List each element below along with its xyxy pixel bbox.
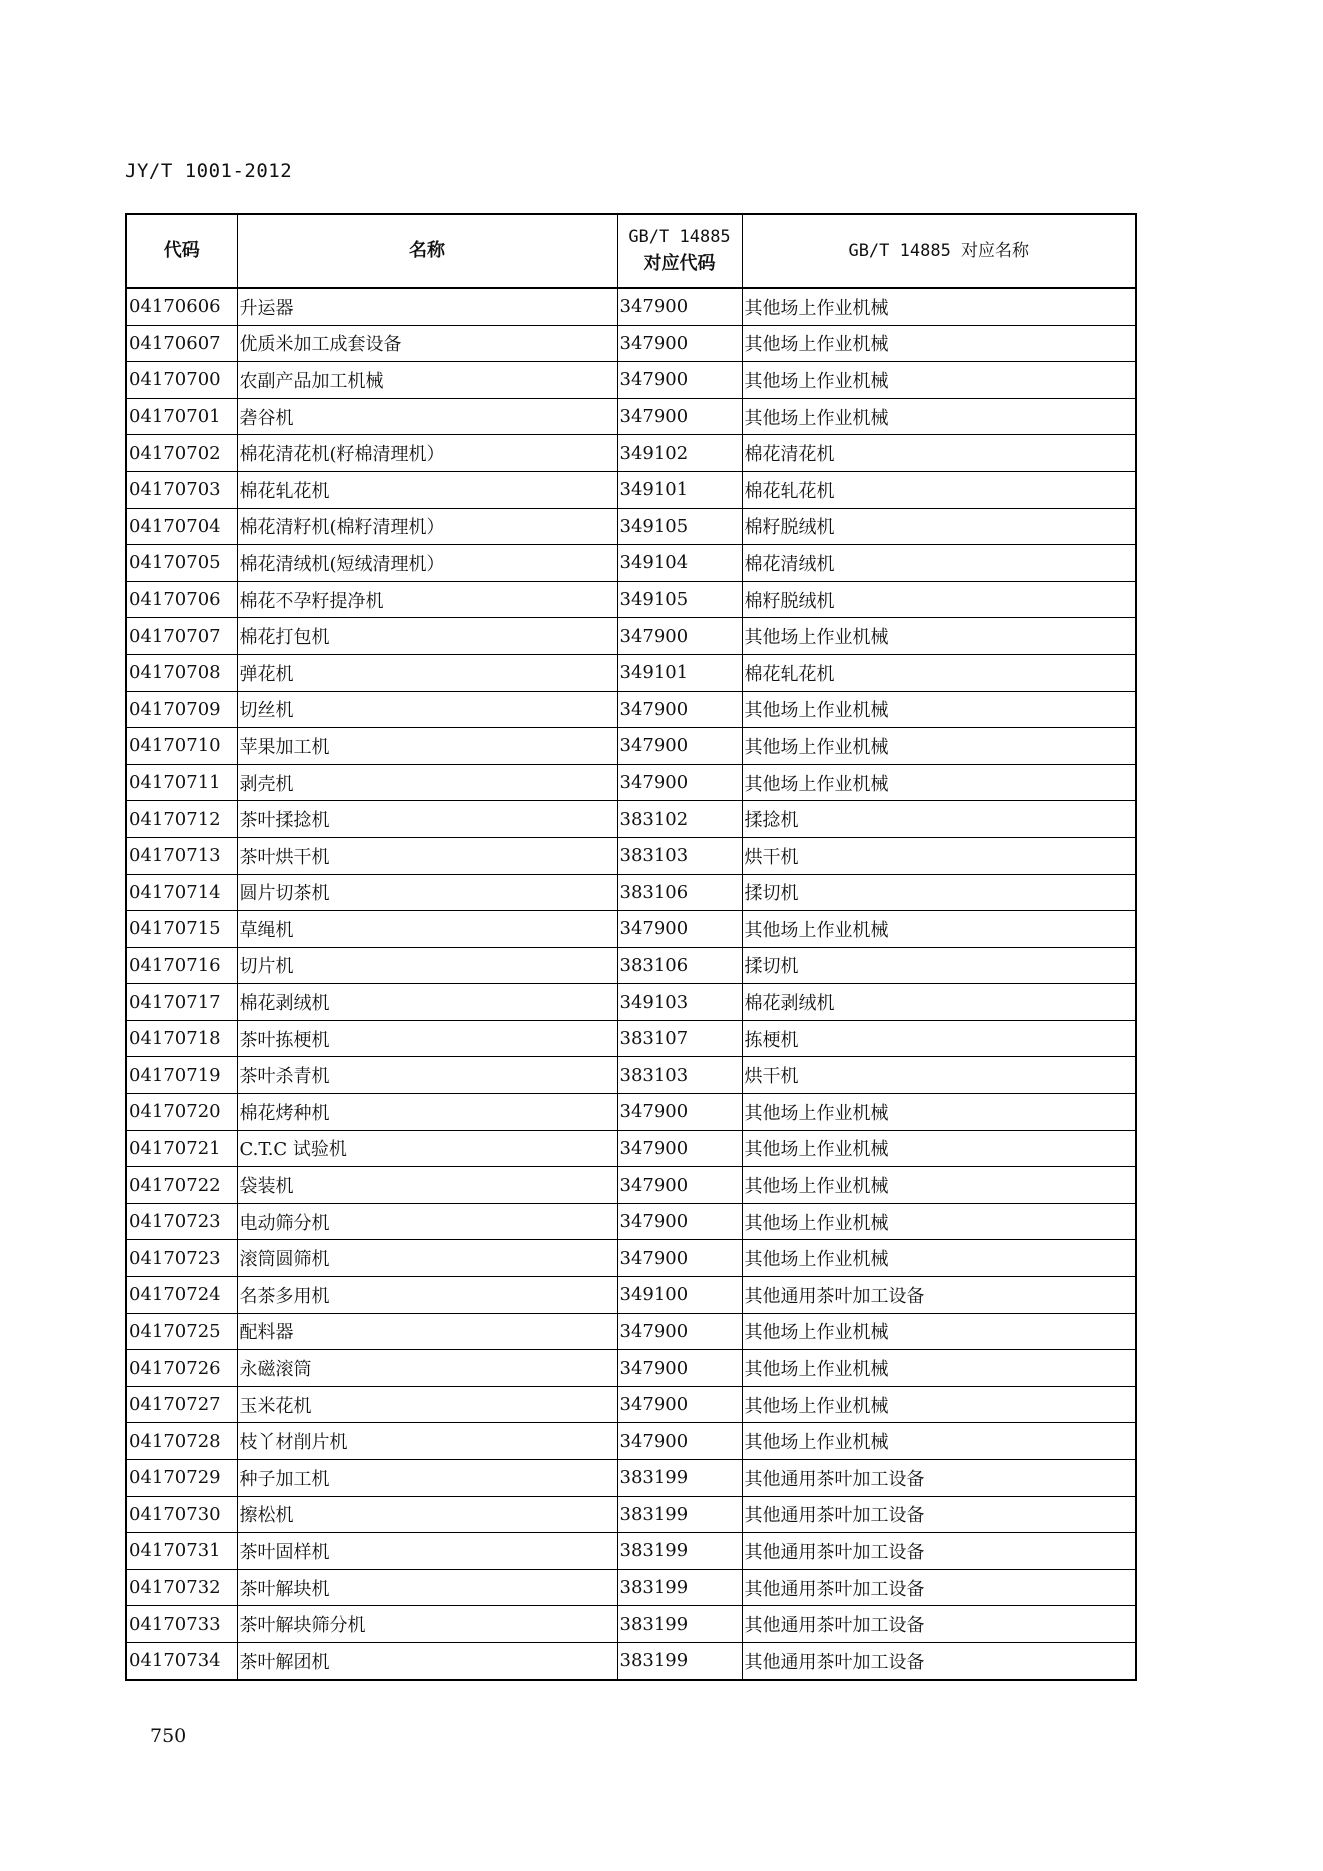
cell-name: 棉花烤种机 <box>237 1094 617 1131</box>
cell-gb-name: 其他场上作业机械 <box>742 362 1136 399</box>
cell-code: 04170721 <box>126 1130 237 1167</box>
cell-name: 茶叶解块筛分机 <box>237 1606 617 1643</box>
cell-code: 04170718 <box>126 1020 237 1057</box>
cell-name: 棉花打包机 <box>237 618 617 655</box>
cell-code: 04170713 <box>126 837 237 874</box>
cell-name: 棉花清籽机(棉籽清理机） <box>237 508 617 545</box>
cell-name: 茶叶解块机 <box>237 1569 617 1606</box>
cell-gb-code: 383103 <box>617 1057 742 1094</box>
cell-gb-name: 其他通用茶叶加工设备 <box>742 1277 1136 1314</box>
cell-gb-code: 347900 <box>617 325 742 362</box>
cell-gb-code: 349104 <box>617 545 742 582</box>
table-row <box>126 1606 1136 1643</box>
column-header-code: 代码 <box>126 214 237 288</box>
cell-gb-code: 349102 <box>617 435 742 472</box>
table-row <box>126 1130 1136 1167</box>
column-header-gb-code-line2: 对应代码 <box>643 253 716 275</box>
cell-gb-name: 其他场上作业机械 <box>742 728 1136 765</box>
cell-gb-name: 其他通用茶叶加工设备 <box>742 1460 1136 1497</box>
cell-gb-code: 383107 <box>617 1020 742 1057</box>
cell-code: 04170729 <box>126 1460 237 1497</box>
cell-code: 04170708 <box>126 654 237 691</box>
table-row <box>126 1020 1136 1057</box>
cell-gb-code: 347900 <box>617 618 742 655</box>
table-row <box>126 1094 1136 1131</box>
cell-gb-code: 347900 <box>617 764 742 801</box>
cell-gb-name: 其他场上作业机械 <box>742 1240 1136 1277</box>
cell-name: 棉花轧花机 <box>237 471 617 508</box>
page-number: 750 <box>150 1725 187 1747</box>
cell-name: C.T.C 试验机 <box>237 1130 617 1167</box>
cell-gb-code: 347900 <box>617 1094 742 1131</box>
cell-gb-name: 烘干机 <box>742 1057 1136 1094</box>
cell-code: 04170706 <box>126 581 237 618</box>
cell-gb-name: 其他通用茶叶加工设备 <box>742 1606 1136 1643</box>
cell-name: 滚筒圆筛机 <box>237 1240 617 1277</box>
cell-name: 苹果加工机 <box>237 728 617 765</box>
cell-gb-code: 347900 <box>617 398 742 435</box>
cell-gb-code: 347900 <box>617 288 742 325</box>
equipment-code-table <box>125 213 1137 1681</box>
cell-gb-name: 棉花剥绒机 <box>742 984 1136 1021</box>
cell-gb-code: 347900 <box>617 911 742 948</box>
cell-gb-name: 其他场上作业机械 <box>742 1386 1136 1423</box>
table-row <box>126 288 1136 325</box>
cell-code: 04170703 <box>126 471 237 508</box>
cell-gb-code: 347900 <box>617 1423 742 1460</box>
cell-gb-name: 其他场上作业机械 <box>742 1167 1136 1204</box>
table-row <box>126 984 1136 1021</box>
table-row <box>126 545 1136 582</box>
cell-code: 04170719 <box>126 1057 237 1094</box>
cell-code: 04170709 <box>126 691 237 728</box>
cell-name: 切片机 <box>237 947 617 984</box>
cell-name: 名茶多用机 <box>237 1277 617 1314</box>
cell-code: 04170607 <box>126 325 237 362</box>
cell-gb-code: 347900 <box>617 1350 742 1387</box>
cell-name: 圆片切茶机 <box>237 874 617 911</box>
cell-code: 04170734 <box>126 1642 237 1679</box>
cell-code: 04170705 <box>126 545 237 582</box>
cell-gb-code: 347900 <box>617 728 742 765</box>
cell-gb-name: 棉花清绒机 <box>742 545 1136 582</box>
table-row <box>126 801 1136 838</box>
cell-gb-name: 其他场上作业机械 <box>742 1094 1136 1131</box>
table-row <box>126 1569 1136 1606</box>
cell-gb-code: 349105 <box>617 508 742 545</box>
table-row <box>126 1240 1136 1277</box>
cell-code: 04170725 <box>126 1313 237 1350</box>
cell-code: 04170606 <box>126 288 237 325</box>
cell-gb-code: 347900 <box>617 1386 742 1423</box>
cell-gb-code: 383106 <box>617 874 742 911</box>
table-header-row <box>126 214 1136 288</box>
table-row <box>126 471 1136 508</box>
table-row <box>126 1203 1136 1240</box>
cell-name: 电动筛分机 <box>237 1203 617 1240</box>
cell-gb-code: 383103 <box>617 837 742 874</box>
cell-name: 袋装机 <box>237 1167 617 1204</box>
cell-gb-code: 347900 <box>617 1240 742 1277</box>
cell-gb-code: 349101 <box>617 471 742 508</box>
cell-code: 04170710 <box>126 728 237 765</box>
cell-name: 切丝机 <box>237 691 617 728</box>
cell-gb-name: 其他通用茶叶加工设备 <box>742 1569 1136 1606</box>
cell-gb-code: 383199 <box>617 1642 742 1679</box>
cell-code: 04170724 <box>126 1277 237 1314</box>
cell-code: 04170711 <box>126 764 237 801</box>
table-row <box>126 1313 1136 1350</box>
cell-name: 永磁滚筒 <box>237 1350 617 1387</box>
cell-gb-name: 棉籽脱绒机 <box>742 581 1136 618</box>
cell-name: 棉花不孕籽提净机 <box>237 581 617 618</box>
cell-name: 茶叶烘干机 <box>237 837 617 874</box>
table-row <box>126 398 1136 435</box>
cell-gb-name: 其他场上作业机械 <box>742 764 1136 801</box>
table-row <box>126 1350 1136 1387</box>
table-row <box>126 1642 1136 1679</box>
cell-code: 04170712 <box>126 801 237 838</box>
cell-code: 04170717 <box>126 984 237 1021</box>
cell-gb-code: 383102 <box>617 801 742 838</box>
table-row <box>126 508 1136 545</box>
table-row <box>126 362 1136 399</box>
cell-gb-code: 347900 <box>617 691 742 728</box>
cell-gb-name: 其他场上作业机械 <box>742 911 1136 948</box>
cell-gb-name: 棉花轧花机 <box>742 654 1136 691</box>
table-row <box>126 764 1136 801</box>
table-row <box>126 581 1136 618</box>
cell-gb-name: 其他通用茶叶加工设备 <box>742 1533 1136 1570</box>
cell-gb-code: 383106 <box>617 947 742 984</box>
cell-gb-name: 其他场上作业机械 <box>742 288 1136 325</box>
cell-name: 擦松机 <box>237 1496 617 1533</box>
cell-gb-code: 349101 <box>617 654 742 691</box>
cell-gb-code: 347900 <box>617 1130 742 1167</box>
cell-name: 种子加工机 <box>237 1460 617 1497</box>
cell-name: 棉花剥绒机 <box>237 984 617 1021</box>
cell-gb-name: 揉捻机 <box>742 801 1136 838</box>
cell-gb-name: 其他场上作业机械 <box>742 691 1136 728</box>
cell-name: 农副产品加工机械 <box>237 362 617 399</box>
cell-gb-code: 383199 <box>617 1606 742 1643</box>
cell-gb-name: 其他场上作业机械 <box>742 1130 1136 1167</box>
table-row <box>126 1423 1136 1460</box>
cell-gb-name: 其他场上作业机械 <box>742 325 1136 362</box>
table-row <box>126 728 1136 765</box>
table-row <box>126 1496 1136 1533</box>
table-row <box>126 1533 1136 1570</box>
cell-gb-code: 347900 <box>617 1203 742 1240</box>
cell-code: 04170722 <box>126 1167 237 1204</box>
cell-gb-code: 383199 <box>617 1533 742 1570</box>
table-row <box>126 837 1136 874</box>
cell-code: 04170726 <box>126 1350 237 1387</box>
cell-gb-code: 349103 <box>617 984 742 1021</box>
table-row <box>126 654 1136 691</box>
cell-name: 枝丫材削片机 <box>237 1423 617 1460</box>
cell-code: 04170730 <box>126 1496 237 1533</box>
column-header-gb-code <box>617 214 742 288</box>
cell-gb-name: 棉籽脱绒机 <box>742 508 1136 545</box>
cell-gb-name: 棉花清花机 <box>742 435 1136 472</box>
table-row <box>126 947 1136 984</box>
cell-gb-name: 其他通用茶叶加工设备 <box>742 1642 1136 1679</box>
cell-code: 04170731 <box>126 1533 237 1570</box>
table-row <box>126 1057 1136 1094</box>
cell-name: 茶叶揉捻机 <box>237 801 617 838</box>
cell-code: 04170702 <box>126 435 237 472</box>
cell-gb-name: 拣梗机 <box>742 1020 1136 1057</box>
cell-name: 剥壳机 <box>237 764 617 801</box>
cell-name: 升运器 <box>237 288 617 325</box>
table-row <box>126 435 1136 472</box>
table-row <box>126 618 1136 655</box>
cell-name: 茶叶固样机 <box>237 1533 617 1570</box>
cell-gb-name: 其他场上作业机械 <box>742 618 1136 655</box>
cell-gb-name: 其他场上作业机械 <box>742 1350 1136 1387</box>
cell-name: 茶叶解团机 <box>237 1642 617 1679</box>
cell-gb-code: 347900 <box>617 1167 742 1204</box>
cell-code: 04170720 <box>126 1094 237 1131</box>
cell-name: 优质米加工成套设备 <box>237 325 617 362</box>
cell-code: 04170714 <box>126 874 237 911</box>
cell-name: 棉花清绒机(短绒清理机） <box>237 545 617 582</box>
cell-code: 04170700 <box>126 362 237 399</box>
cell-gb-code: 383199 <box>617 1569 742 1606</box>
cell-name: 配料器 <box>237 1313 617 1350</box>
cell-gb-code: 383199 <box>617 1460 742 1497</box>
cell-name: 玉米花机 <box>237 1386 617 1423</box>
equipment-code-table-container <box>125 213 1137 1681</box>
cell-gb-code: 349105 <box>617 581 742 618</box>
cell-code: 04170716 <box>126 947 237 984</box>
cell-gb-name: 揉切机 <box>742 874 1136 911</box>
cell-name: 茶叶拣梗机 <box>237 1020 617 1057</box>
cell-gb-name: 棉花轧花机 <box>742 471 1136 508</box>
cell-name: 砻谷机 <box>237 398 617 435</box>
cell-gb-name: 其他通用茶叶加工设备 <box>742 1496 1136 1533</box>
column-header-gb-code-line1: GB/T 14885 <box>628 226 731 247</box>
cell-code: 04170704 <box>126 508 237 545</box>
cell-name: 茶叶杀青机 <box>237 1057 617 1094</box>
cell-code: 04170723 <box>126 1240 237 1277</box>
table-row <box>126 1167 1136 1204</box>
cell-code: 04170707 <box>126 618 237 655</box>
cell-code: 04170723 <box>126 1203 237 1240</box>
table-row <box>126 911 1136 948</box>
column-header-gb-name-label: GB/T 14885 对应名称 <box>848 241 1030 262</box>
cell-gb-name: 其他场上作业机械 <box>742 1203 1136 1240</box>
cell-code: 04170701 <box>126 398 237 435</box>
cell-name: 棉花清花机(籽棉清理机） <box>237 435 617 472</box>
column-header-gb-name <box>742 214 1136 288</box>
cell-gb-code: 347900 <box>617 1313 742 1350</box>
cell-code: 04170715 <box>126 911 237 948</box>
table-row <box>126 1460 1136 1497</box>
table-row <box>126 1277 1136 1314</box>
cell-gb-code: 347900 <box>617 362 742 399</box>
cell-name: 草绳机 <box>237 911 617 948</box>
cell-gb-name: 其他场上作业机械 <box>742 1313 1136 1350</box>
standard-code-header: JY/T 1001-2012 <box>125 160 293 182</box>
cell-name: 弹花机 <box>237 654 617 691</box>
cell-code: 04170728 <box>126 1423 237 1460</box>
cell-gb-name: 其他场上作业机械 <box>742 398 1136 435</box>
cell-gb-name: 其他场上作业机械 <box>742 1423 1136 1460</box>
column-header-name: 名称 <box>237 214 617 288</box>
cell-gb-code: 383199 <box>617 1496 742 1533</box>
table-row <box>126 1386 1136 1423</box>
table-row <box>126 325 1136 362</box>
cell-gb-name: 揉切机 <box>742 947 1136 984</box>
cell-code: 04170732 <box>126 1569 237 1606</box>
cell-gb-name: 烘干机 <box>742 837 1136 874</box>
cell-gb-code: 349100 <box>617 1277 742 1314</box>
table-body <box>126 288 1136 1680</box>
table-row <box>126 874 1136 911</box>
cell-code: 04170733 <box>126 1606 237 1643</box>
cell-code: 04170727 <box>126 1386 237 1423</box>
table-row <box>126 691 1136 728</box>
